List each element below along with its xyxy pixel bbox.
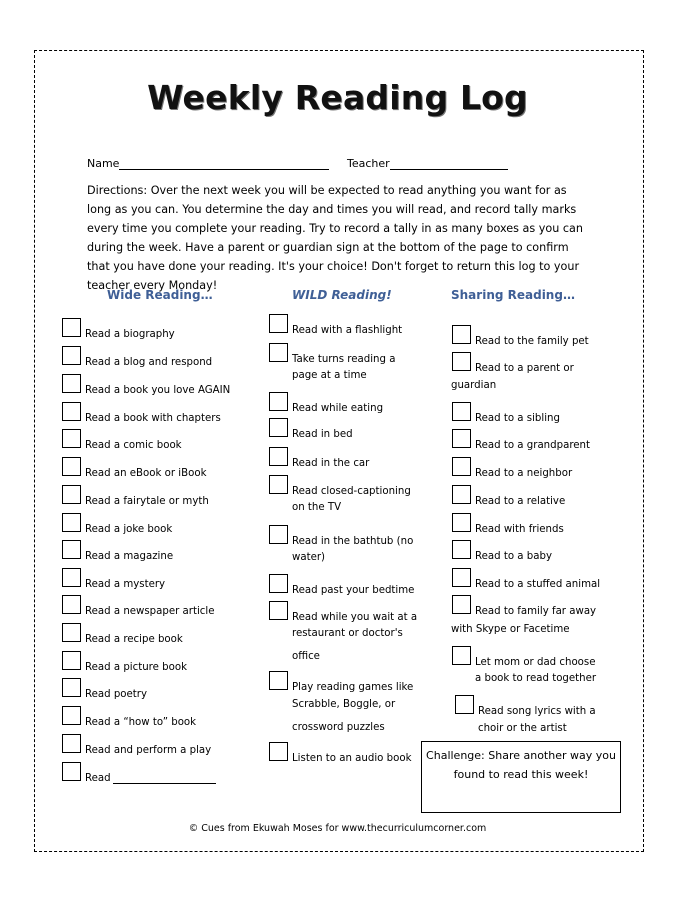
list-item-continuation: choir or the artist [478,723,567,734]
list-item[interactable]: Read while you wait at a [269,607,417,628]
list-item[interactable]: Read and perform a play [62,740,211,761]
tally-box[interactable] [62,595,81,614]
tally-box[interactable] [452,429,471,448]
list-item[interactable]: Read to family far away [452,601,596,622]
list-item-continuation: Scrabble, Boggle, or [292,699,396,710]
name-line[interactable] [119,158,329,170]
tally-box[interactable] [452,485,471,504]
tally-box[interactable] [452,513,471,532]
list-item[interactable]: Read to a neighbor [452,463,572,484]
tally-box[interactable] [269,447,288,466]
tally-box[interactable] [62,678,81,697]
list-item[interactable]: Read a picture book [62,657,187,678]
list-item[interactable]: Read a fairytale or myth [62,491,209,512]
column-heading-wide: Wide Reading… [107,288,213,302]
tally-box[interactable] [269,392,288,411]
list-item[interactable]: Read to the family pet [452,331,589,352]
tally-box[interactable] [62,540,81,559]
list-item[interactable]: Read to a relative [452,491,565,512]
list-item[interactable]: Read a book you love AGAIN [62,380,230,401]
directions-text: Directions: Over the next week you will be expected to read anything you want for as long as you can. You determine the day and times you will read, and record tally marks every time you complete your reading. Try to record a tally in as many boxes as you can during the week. Have a parent or guardian sign at the bottom of the page to confirm that you have done your reading. It's your choice! Don't forget to return this log to your teacher every Monday! [87,184,583,292]
list-item[interactable]: Read a blog and respond [62,352,212,373]
tally-box[interactable] [455,695,474,714]
list-item[interactable]: Read song lyrics with a [455,701,596,722]
tally-box[interactable] [62,513,81,532]
tally-box[interactable] [452,402,471,421]
tally-box[interactable] [62,346,81,365]
list-item[interactable]: Read to a parent or [452,358,574,379]
tally-box[interactable] [62,568,81,587]
list-item[interactable]: Read an eBook or iBook [62,463,206,484]
list-item[interactable]: Read to a grandparent [452,435,590,456]
tally-box[interactable] [452,352,471,371]
tally-box[interactable] [269,475,288,494]
list-item[interactable]: Read with a flashlight [269,320,402,341]
list-item[interactable]: Let mom or dad choose [452,652,596,673]
tally-box[interactable] [269,343,288,362]
list-item[interactable]: Read in the car [269,453,369,474]
tally-box[interactable] [452,540,471,559]
list-item[interactable]: Take turns reading a [269,349,395,370]
list-item[interactable]: Read a biography [62,324,175,345]
tally-box[interactable] [269,671,288,690]
name-field[interactable] [87,157,329,170]
tally-box[interactable] [62,623,81,642]
tally-box[interactable] [452,646,471,665]
write-in-line[interactable] [113,772,216,784]
tally-box[interactable] [62,318,81,337]
tally-box[interactable] [62,734,81,753]
tally-box[interactable] [269,742,288,761]
teacher-label: Teacher [347,157,390,170]
list-item[interactable]: Read to a baby [452,546,552,567]
list-item[interactable]: Read with friends [452,519,564,540]
tally-box[interactable] [269,314,288,333]
list-item[interactable]: Listen to an audio book [269,748,411,769]
tally-box[interactable] [269,601,288,620]
list-item[interactable]: Read [62,768,216,789]
list-item-continuation: water) [292,552,325,563]
list-item[interactable]: Read poetry [62,684,147,705]
list-item-continuation: crossword puzzles [292,722,385,733]
tally-box[interactable] [269,418,288,437]
column-heading-wild: WILD Reading! [292,288,392,302]
tally-box[interactable] [269,525,288,544]
list-item[interactable]: Read closed-captioning [269,481,411,502]
footer-credit: © Cues from Ekuwah Moses for www.thecurriculumcorner.com [188,823,487,834]
tally-box[interactable] [62,706,81,725]
tally-box[interactable] [62,402,81,421]
list-item[interactable]: Read to a sibling [452,408,560,429]
name-label: Name [87,157,120,170]
list-item-continuation: guardian [451,380,497,391]
tally-box[interactable] [62,762,81,781]
challenge-box: Challenge: Share another way you found to read this week! [421,741,621,813]
tally-box[interactable] [452,325,471,344]
tally-box[interactable] [452,457,471,476]
list-item[interactable]: Read a mystery [62,574,165,595]
list-item-continuation: with Skype or Facetime [451,624,570,635]
list-item[interactable]: Read a comic book [62,435,182,456]
list-item[interactable]: Read a “how to” book [62,712,196,733]
list-item-continuation: on the TV [292,502,342,513]
page-title: Weekly Reading Log [147,78,528,117]
list-item-continuation: office [292,651,320,662]
list-item[interactable]: Read a magazine [62,546,173,567]
teacher-line[interactable] [390,158,508,170]
tally-box[interactable] [62,374,81,393]
tally-box[interactable] [62,457,81,476]
list-item[interactable]: Read a recipe book [62,629,183,650]
list-item[interactable]: Read while eating [269,398,383,419]
column-heading-sharing: Sharing Reading… [451,288,575,302]
list-item[interactable]: Read a joke book [62,519,172,540]
list-item[interactable]: Read a newspaper article [62,601,215,622]
list-item[interactable]: Read a book with chapters [62,408,221,429]
list-item-continuation: a book to read together [475,673,597,684]
tally-box[interactable] [269,574,288,593]
list-item[interactable]: Read past your bedtime [269,580,414,601]
list-item[interactable]: Play reading games like [269,677,413,698]
list-item[interactable]: Read to a stuffed animal [452,574,600,595]
tally-box[interactable] [62,485,81,504]
list-item[interactable]: Read in bed [269,424,353,445]
tally-box[interactable] [452,568,471,587]
list-item[interactable]: Read in the bathtub (no [269,531,413,552]
list-item-continuation: restaurant or doctor's [292,628,403,639]
teacher-field[interactable] [347,157,508,170]
list-item-continuation: page at a time [292,370,367,381]
tally-box[interactable] [452,595,471,614]
tally-box[interactable] [62,429,81,448]
tally-box[interactable] [62,651,81,670]
